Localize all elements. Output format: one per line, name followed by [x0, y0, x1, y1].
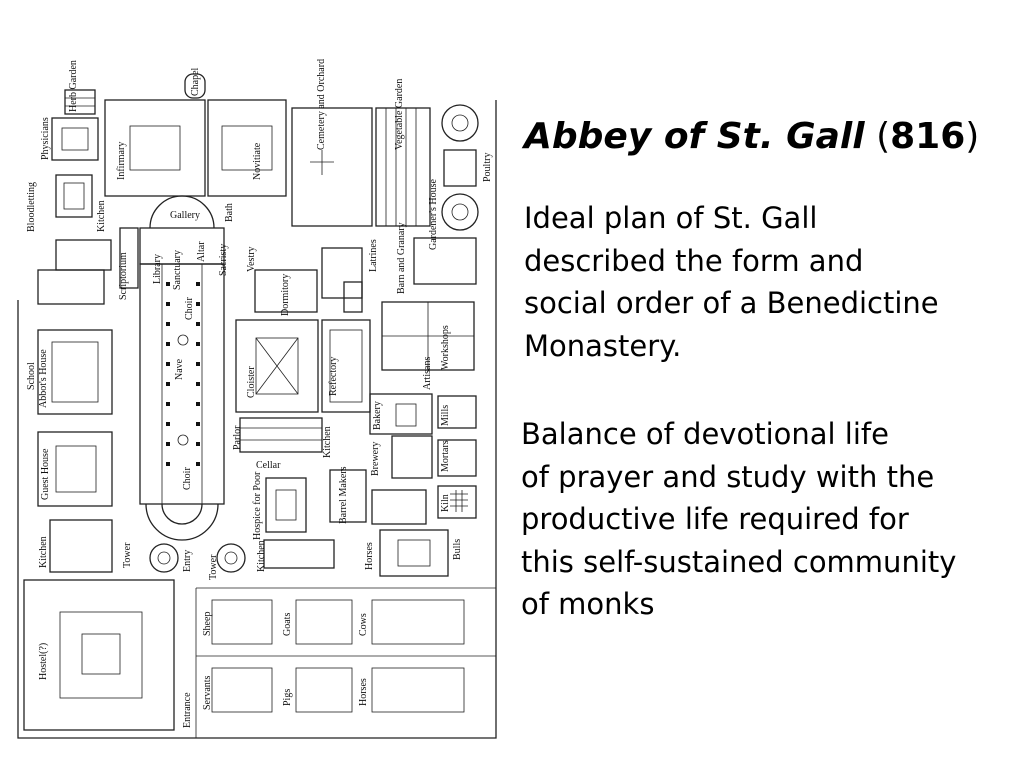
label-bath: Bath — [224, 203, 235, 222]
label-cellar: Cellar — [256, 460, 281, 471]
label-servants: Servants — [202, 675, 213, 710]
label-gardeners-house: Gardener's House — [428, 179, 439, 250]
label-abbots-house: Abbot's House — [38, 349, 49, 408]
label-bloodletting: Bloodletting — [26, 182, 37, 232]
label-pigs: Pigs — [282, 688, 293, 706]
title-name: Abbey of St. Gall — [524, 116, 865, 157]
label-library: Library — [152, 254, 163, 284]
description-line: Ideal plan of St. Gall — [524, 201, 818, 235]
label-bulls: Bulls — [452, 538, 463, 560]
monastery-plan-drawing — [0, 0, 500, 768]
label-refectory: Refectory — [328, 356, 339, 396]
label-kiln: Kiln — [440, 494, 451, 512]
label-kitchen-top: Kitchen — [96, 200, 107, 232]
balance-paragraph — [521, 413, 956, 626]
label-hospice: Hospice for Poor — [252, 471, 263, 540]
balance-line: Balance of devotional life — [521, 417, 889, 451]
balance-line: of prayer and study with the — [521, 459, 935, 494]
label-school: School — [26, 362, 37, 390]
label-infirmary: Infirmary — [116, 141, 127, 180]
title-year: 816 — [890, 116, 966, 157]
label-mills: Mills — [440, 404, 451, 426]
label-vegetable-garden: Vegetable Garden — [394, 78, 405, 150]
label-physicians: Physicians — [40, 117, 51, 160]
label-artisans: Artisans — [422, 356, 433, 390]
label-entry: Entry — [182, 549, 193, 572]
label-parlor: Parlor — [232, 425, 243, 450]
label-horses-mid: Horses — [364, 542, 375, 570]
label-cloister: Cloister — [246, 366, 257, 398]
label-dormitory: Dormitory — [280, 273, 291, 316]
label-bakery: Bakery — [372, 401, 383, 430]
label-latrines: Latrines — [368, 239, 379, 272]
label-gallery: Gallery — [170, 210, 200, 221]
label-horses-low: Horses — [358, 678, 369, 706]
balance-line: of monks — [521, 587, 655, 621]
label-barn: Barn and Granary — [396, 222, 407, 294]
label-novitiate: Novitiate — [252, 142, 263, 180]
label-kitchen-left: Kitchen — [38, 536, 49, 568]
label-cows: Cows — [358, 613, 369, 636]
label-workshops: Workshops — [440, 325, 451, 370]
label-brewery: Brewery — [370, 441, 381, 476]
balance-line: this self-sustained community — [521, 544, 957, 579]
label-scriptorium: Scriptorium — [118, 252, 129, 300]
balance-line: productive life required for — [521, 502, 909, 536]
label-goats: Goats — [282, 612, 293, 636]
label-kitchen-low: Kitchen — [256, 540, 267, 572]
label-choir-lower: Choir — [182, 467, 193, 490]
description-line: Monastery. — [524, 328, 682, 363]
label-mortars: Mortars — [440, 440, 451, 472]
label-sheep: Sheep — [202, 611, 213, 636]
label-barrel-makers: Barrel Makers — [338, 466, 349, 524]
label-altar: Altar — [196, 241, 207, 262]
label-cemetery: Cemetery and Orchard — [316, 58, 327, 150]
label-sacristy: Sacristy — [218, 243, 229, 276]
label-guest-house: Guest House — [40, 448, 51, 500]
label-poultry: Poultry — [482, 152, 493, 182]
label-vestry: Vestry — [246, 246, 257, 272]
label-choir: Choir — [184, 297, 195, 320]
label-tower-right: Tower — [208, 554, 219, 580]
label-entrance: Entrance — [182, 692, 193, 728]
label-nave: Nave — [174, 358, 185, 380]
description-line: described the form and — [524, 243, 864, 278]
label-tower-left: Tower — [122, 542, 133, 568]
label-chapel: Chapel — [190, 67, 201, 96]
label-herb-garden: Herb Garden — [68, 60, 79, 112]
description-paragraph — [524, 197, 939, 367]
label-hostel: Hostel(?) — [38, 642, 49, 680]
slide-title: Abbey of St. Gall (816) — [524, 116, 980, 157]
label-sanctuary: Sanctuary — [172, 250, 183, 290]
label-kitchen-mid: Kitchen — [322, 426, 333, 458]
description-line: social order of a Benedictine — [524, 286, 939, 320]
